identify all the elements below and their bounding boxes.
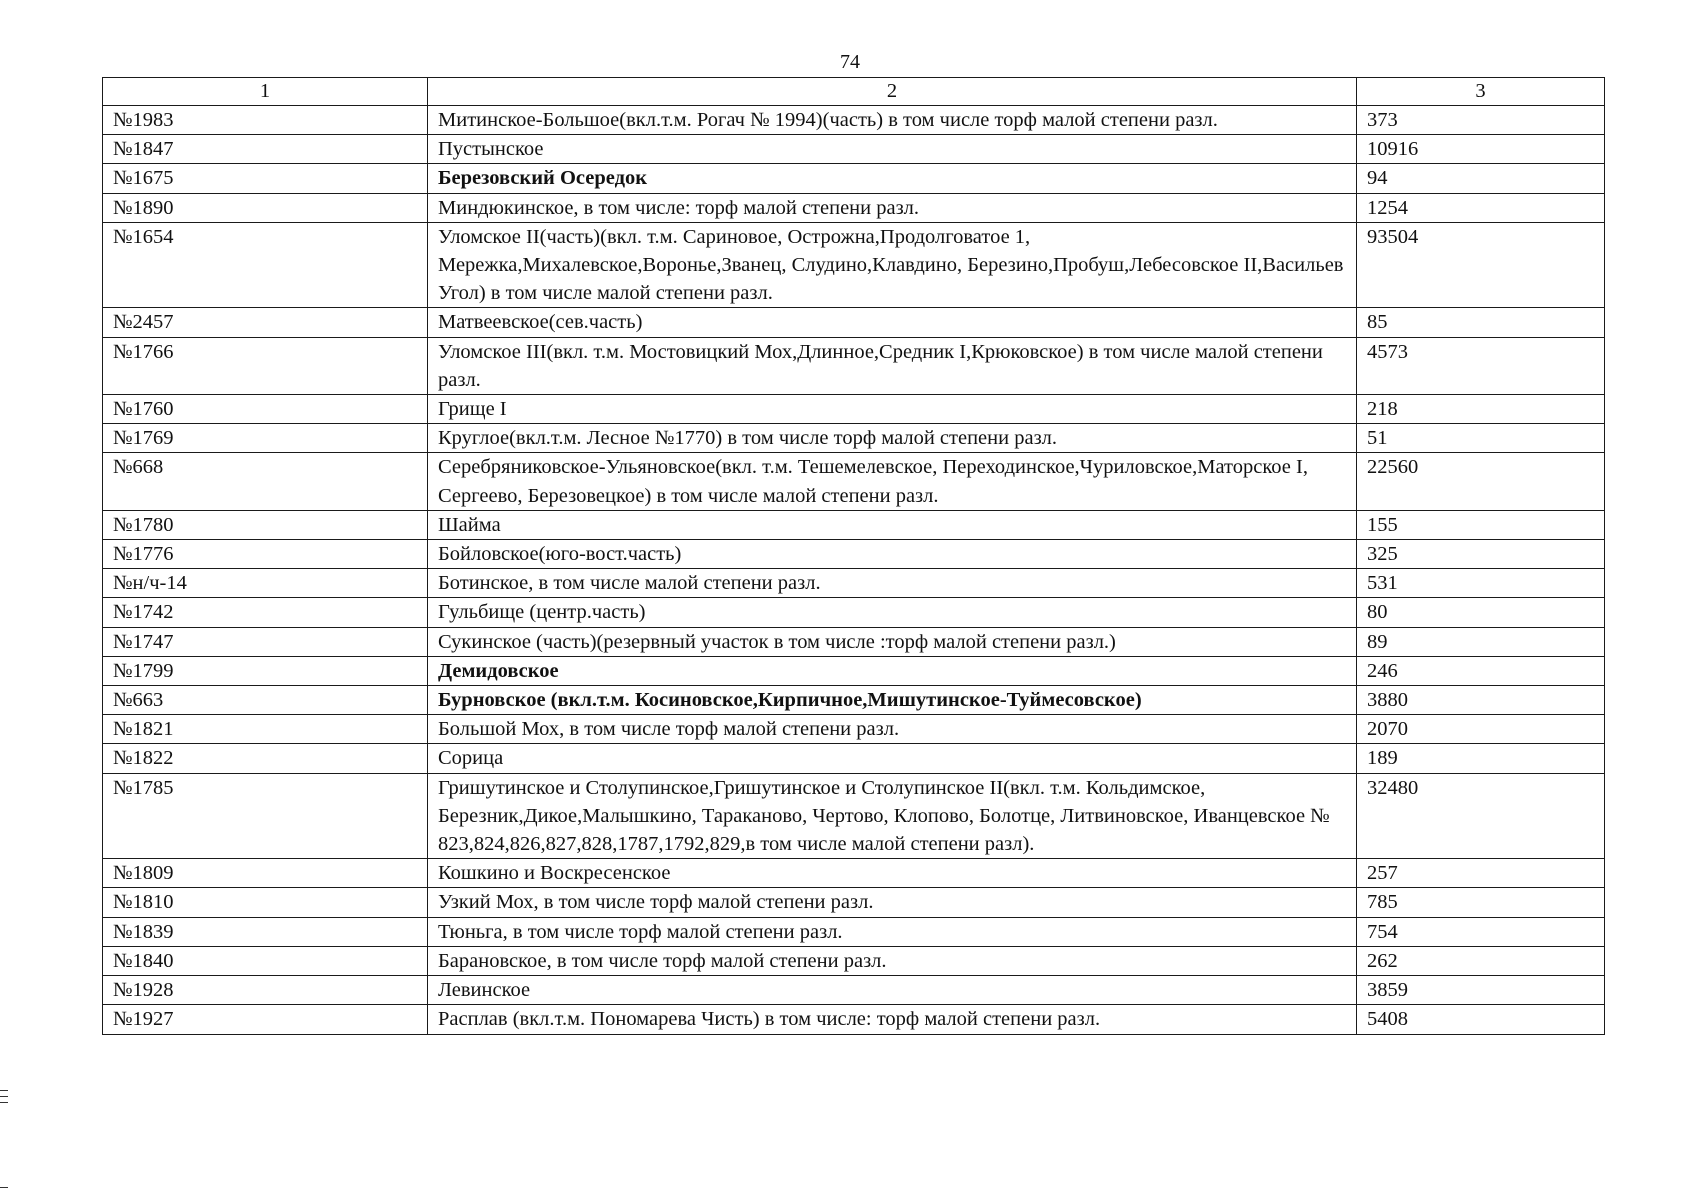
deposit-value: 94: [1357, 164, 1605, 193]
table-row: [103, 773, 1605, 859]
deposit-name: Сукинское (часть)(резервный участок в том числе :торф малой степени разл.): [428, 627, 1357, 656]
column-number-row: [103, 78, 1605, 106]
deposit-number: №1776: [103, 540, 428, 569]
deposit-number: №1654: [103, 222, 428, 308]
deposit-number: №1927: [103, 1005, 428, 1034]
table-row: [103, 395, 1605, 424]
table-row: [103, 946, 1605, 975]
deposit-number: №1780: [103, 510, 428, 539]
deposit-value: 189: [1357, 744, 1605, 773]
deposit-name: Бурновское (вкл.т.м. Косиновское,Кирпичное,Мишутинское-Туймесовское): [428, 686, 1357, 715]
deposit-number: №1821: [103, 715, 428, 744]
deposit-number: №1840: [103, 946, 428, 975]
deposit-value: 218: [1357, 395, 1605, 424]
deposit-name: Сорица: [428, 744, 1357, 773]
deposit-value: 85: [1357, 308, 1605, 337]
deposit-value: 32480: [1357, 773, 1605, 859]
table-row: [103, 917, 1605, 946]
table-row: [103, 164, 1605, 193]
table-row: [103, 627, 1605, 656]
deposit-number: №1747: [103, 627, 428, 656]
margin-mark: [0, 1090, 8, 1091]
deposit-number: №1822: [103, 744, 428, 773]
deposit-name: Левинское: [428, 976, 1357, 1005]
table-row: [103, 686, 1605, 715]
deposit-number: №1675: [103, 164, 428, 193]
deposit-number: №1983: [103, 106, 428, 135]
deposit-value: 3859: [1357, 976, 1605, 1005]
deposit-number: №1766: [103, 337, 428, 394]
table-row: [103, 424, 1605, 453]
deposit-value: 10916: [1357, 135, 1605, 164]
deposit-number: №663: [103, 686, 428, 715]
deposit-name: Узкий Мох, в том числе торф малой степени разл.: [428, 888, 1357, 917]
deposit-number: №1810: [103, 888, 428, 917]
deposit-value: 257: [1357, 859, 1605, 888]
margin-mark: [0, 1096, 8, 1097]
table-row: [103, 656, 1605, 685]
column-header-1: 1: [103, 78, 428, 106]
deposit-name: Ботинское, в том числе малой степени разл.: [428, 569, 1357, 598]
deposit-name: Демидовское: [428, 656, 1357, 685]
table-row: [103, 888, 1605, 917]
table-row: [103, 540, 1605, 569]
deposit-value: 155: [1357, 510, 1605, 539]
deposit-name: Большой Мох, в том числе торф малой степени разл.: [428, 715, 1357, 744]
deposit-name: Гульбище (центр.часть): [428, 598, 1357, 627]
table-row: [103, 510, 1605, 539]
deposit-value: 754: [1357, 917, 1605, 946]
table-row: [103, 453, 1605, 510]
deposit-value: 4573: [1357, 337, 1605, 394]
deposit-value: 246: [1357, 656, 1605, 685]
table-row: [103, 598, 1605, 627]
deposit-name: Уломское II(часть)(вкл. т.м. Сариновое, Острожна,Продолговатое 1, Мережка,Михалевское,Воронье,Званец, Слудино,Клавдино, Березино,Пробуш,Лебесовское II,Васильев Угол) в том числе малой степени разл.: [428, 222, 1357, 308]
deposit-value: 51: [1357, 424, 1605, 453]
table-row: [103, 337, 1605, 394]
deposit-number: №1760: [103, 395, 428, 424]
deposit-name: Барановское, в том числе торф малой степени разл.: [428, 946, 1357, 975]
deposit-name: Грище I: [428, 395, 1357, 424]
table-row: [103, 193, 1605, 222]
deposit-number: №1785: [103, 773, 428, 859]
table-row: [103, 859, 1605, 888]
deposit-number: №1769: [103, 424, 428, 453]
deposit-number: №1847: [103, 135, 428, 164]
table-row: [103, 744, 1605, 773]
deposit-number: №1890: [103, 193, 428, 222]
table-row: [103, 106, 1605, 135]
deposit-name: Уломское III(вкл. т.м. Мостовицкий Мох,Длинное,Средник I,Крюковское) в том числе малой степени разл.: [428, 337, 1357, 394]
table-row: [103, 569, 1605, 598]
deposit-value: 89: [1357, 627, 1605, 656]
table-row: [103, 1005, 1605, 1034]
deposit-name: Гришутинское и Столупинское,Гришутинское и Столупинское II(вкл. т.м. Кольдимское, Березник,Дикое,Малышкино, Тараканово, Чертово, Клопово, Болотце, Литвиновское, Иванцевское № 823,824,826,827,828,1787,1792,829,в том числе малой степени разл).: [428, 773, 1357, 859]
column-header-3: 3: [1357, 78, 1605, 106]
deposit-value: 262: [1357, 946, 1605, 975]
margin-mark: [0, 1187, 8, 1188]
deposit-value: 5408: [1357, 1005, 1605, 1034]
deposit-name: Шайма: [428, 510, 1357, 539]
deposit-value: 80: [1357, 598, 1605, 627]
page-number: 74: [840, 51, 860, 73]
deposit-number: №2457: [103, 308, 428, 337]
deposit-value: 93504: [1357, 222, 1605, 308]
deposit-value: 373: [1357, 106, 1605, 135]
deposit-value: 1254: [1357, 193, 1605, 222]
deposit-name: Серебряниковское-Ульяновское(вкл. т.м. Тешемелевское, Переходинское,Чуриловское,Маторское I, Сергеево, Березовецкое) в том числе малой степени разл.: [428, 453, 1357, 510]
deposit-name: Кошкино и Воскресенское: [428, 859, 1357, 888]
deposit-number: №1928: [103, 976, 428, 1005]
deposit-name: Тюньга, в том числе торф малой степени разл.: [428, 917, 1357, 946]
deposit-value: 3880: [1357, 686, 1605, 715]
table-row: [103, 222, 1605, 308]
column-header-2: 2: [428, 78, 1357, 106]
deposit-value: 785: [1357, 888, 1605, 917]
deposit-number: №1809: [103, 859, 428, 888]
deposit-value: 22560: [1357, 453, 1605, 510]
deposit-value: 531: [1357, 569, 1605, 598]
table-row: [103, 715, 1605, 744]
deposit-number: №668: [103, 453, 428, 510]
deposit-number: №1799: [103, 656, 428, 685]
table-row: [103, 308, 1605, 337]
table-body: [103, 106, 1605, 1035]
peat-deposits-table: [102, 77, 1605, 1035]
deposit-name: Матвеевское(сев.часть): [428, 308, 1357, 337]
deposit-name: Митинское-Большое(вкл.т.м. Рогач № 1994)(часть) в том числе торф малой степени разл.: [428, 106, 1357, 135]
deposit-name: Бойловское(юго-вост.часть): [428, 540, 1357, 569]
deposit-name: Миндюкинское, в том числе: торф малой степени разл.: [428, 193, 1357, 222]
deposit-number: №1742: [103, 598, 428, 627]
deposit-name: Березовский Осередок: [428, 164, 1357, 193]
deposit-number: №1839: [103, 917, 428, 946]
deposit-name: Круглое(вкл.т.м. Лесное №1770) в том числе торф малой степени разл.: [428, 424, 1357, 453]
table-row: [103, 135, 1605, 164]
deposit-value: 2070: [1357, 715, 1605, 744]
deposit-name: Расплав (вкл.т.м. Пономарева Чисть) в том числе: торф малой степени разл.: [428, 1005, 1357, 1034]
deposit-number: №н/ч-14: [103, 569, 428, 598]
margin-mark: [0, 1102, 8, 1103]
table-row: [103, 976, 1605, 1005]
deposit-value: 325: [1357, 540, 1605, 569]
deposit-name: Пустынское: [428, 135, 1357, 164]
